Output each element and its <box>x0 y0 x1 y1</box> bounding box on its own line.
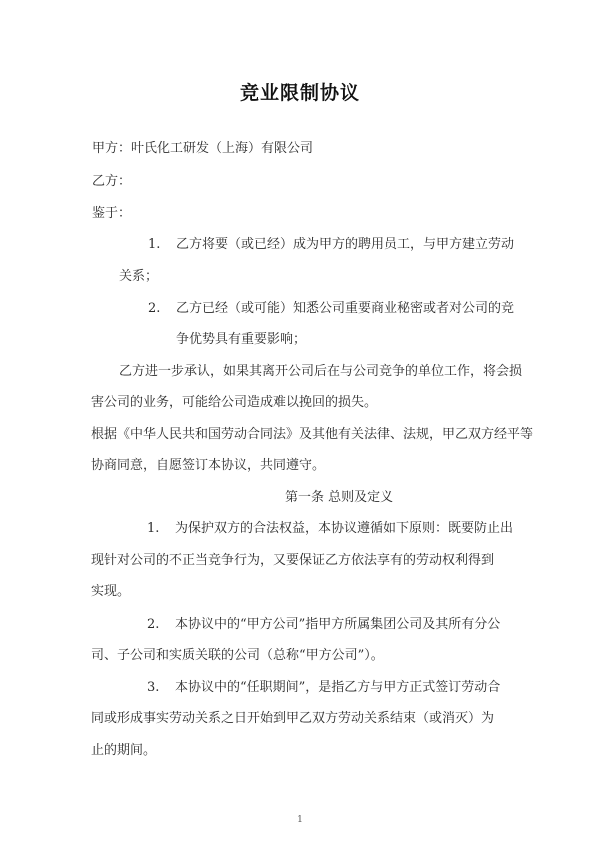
whereas-item-number: 1. <box>148 237 161 252</box>
clause-number: 1. <box>147 521 160 536</box>
whereas-item-number: 2. <box>148 301 161 316</box>
article-1-clause-1 <box>147 520 513 538</box>
article-1-heading: 第一条 总则及定义 <box>285 490 394 505</box>
whereas-item-1-continued: 关系； <box>119 269 159 284</box>
article-1-clause-3 <box>147 679 500 697</box>
clause-text: 本协议中的“甲方公司”指甲方所属集团公司及其所有分公 <box>175 617 501 632</box>
article-1-clause-1-line-2: 现针对公司的不正当竞争行为，又要保证乙方依法享有的劳动权利得到 <box>91 553 495 568</box>
clause-number: 2. <box>147 617 160 632</box>
article-1-clause-1-line-3: 实现。 <box>91 584 131 599</box>
party-b-line: 乙方： <box>92 174 132 189</box>
article-1-clause-3-line-3: 止的期间。 <box>91 743 157 758</box>
page-number: 1 <box>297 815 303 825</box>
clause-number: 3. <box>147 680 160 695</box>
whereas-label: 鉴于： <box>92 206 132 221</box>
basis-line-2: 协商同意，自愿签订本协议，共同遵守。 <box>91 458 326 473</box>
article-1-clause-2-line-2: 司、子公司和实质关联的公司（总称“甲方公司”）。 <box>91 648 384 663</box>
whereas-item-1 <box>148 236 514 254</box>
whereas-item-2-continued: 争优势具有重要影响； <box>176 332 307 347</box>
document-title: 竞业限制协议 <box>239 82 360 104</box>
clause-text: 本协议中的“任职期间”，是指乙方与甲方正式签订劳动合 <box>175 680 501 695</box>
basis-line-1: 根据《中华人民共和国劳动合同法》及其他有关法律、法规，甲乙双方经平等 <box>91 427 534 442</box>
party-a-line: 甲方：叶氏化工研发（上海）有限公司 <box>92 141 314 156</box>
article-1-clause-3-line-2: 同或形成事实劳动关系之日开始到甲乙双方劳动关系结束（或消灭）为 <box>91 711 495 726</box>
whereas-item-text: 乙方将要（或已经）成为甲方的聘用员工，与甲方建立劳动 <box>176 237 515 252</box>
article-1-clause-2 <box>147 616 500 634</box>
clause-text: 为保护双方的合法权益，本协议遵循如下原则：既要防止出 <box>175 521 514 536</box>
acknowledgement-line-2: 害公司的业务，可能给公司造成难以挽回的损失。 <box>91 395 378 410</box>
whereas-item-2 <box>148 300 514 318</box>
acknowledgement-line-1: 乙方进一步承认，如果其离开公司后在与公司竞争的单位工作，将会损 <box>119 364 523 379</box>
whereas-item-text: 乙方已经（或可能）知悉公司重要商业秘密或者对公司的竞 <box>176 301 515 316</box>
